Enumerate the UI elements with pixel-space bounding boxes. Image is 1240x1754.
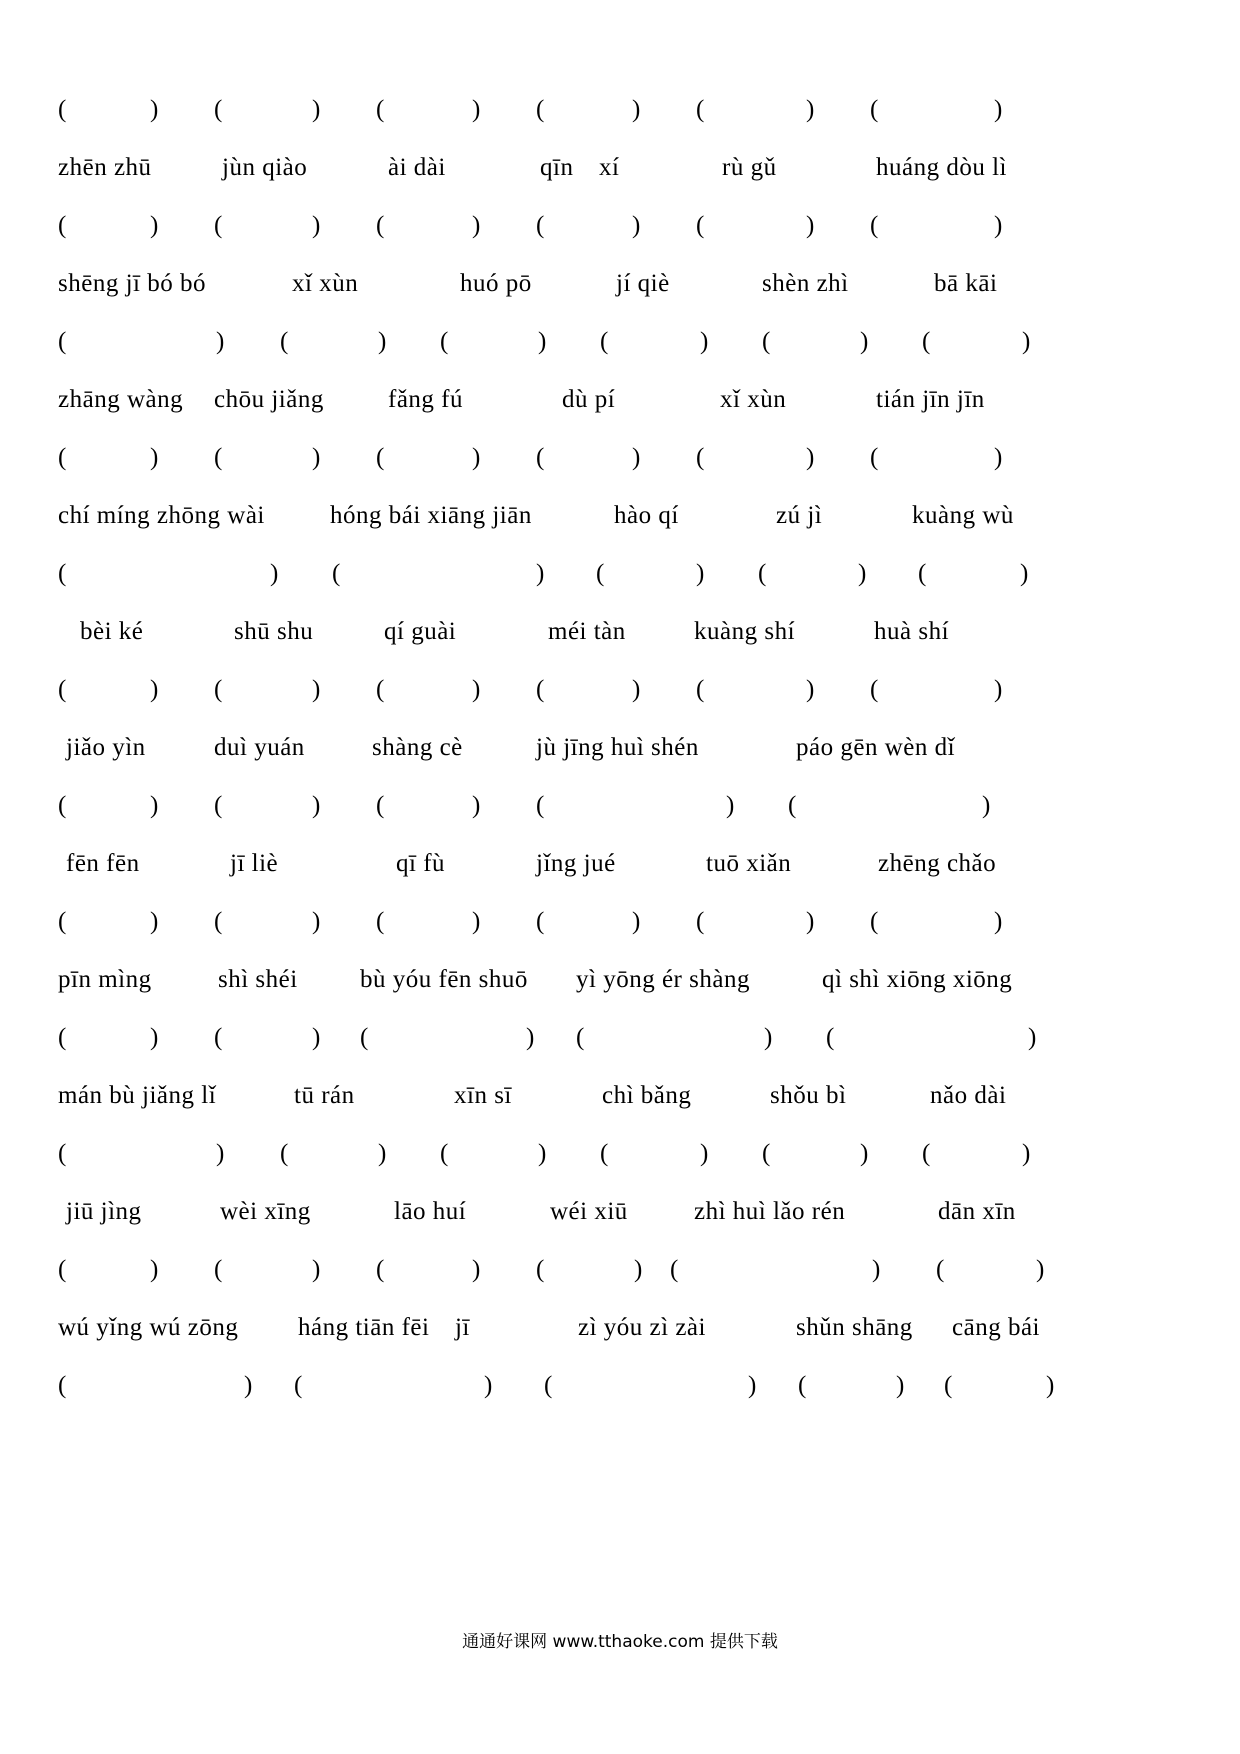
- close-bracket: ): [150, 212, 159, 239]
- pinyin-word: cāng bái: [952, 1314, 1040, 1341]
- pinyin-word: shū shu: [234, 618, 314, 645]
- open-bracket: (: [58, 96, 67, 123]
- pinyin-word: shèn zhì: [762, 270, 849, 297]
- pinyin-word: tū rán: [294, 1082, 355, 1109]
- close-bracket: ): [994, 96, 1003, 123]
- pinyin-row: [0, 1076, 1240, 1116]
- pinyin-word: huà shí: [874, 618, 950, 645]
- open-bracket: (: [696, 212, 705, 239]
- open-bracket: (: [788, 792, 797, 819]
- open-bracket: (: [214, 444, 223, 471]
- open-bracket: (: [826, 1024, 835, 1051]
- close-bracket: ): [632, 444, 641, 471]
- close-bracket: ): [472, 1256, 481, 1283]
- close-bracket: ): [806, 676, 815, 703]
- close-bracket: ): [536, 560, 545, 587]
- pinyin-word: jùn qiào: [222, 154, 308, 181]
- close-bracket: ): [472, 96, 481, 123]
- close-bracket: ): [700, 328, 709, 355]
- pinyin-word: bù yóu fēn shuō: [360, 966, 528, 993]
- open-bracket: (: [944, 1372, 953, 1399]
- open-bracket: (: [58, 1372, 67, 1399]
- close-bracket: ): [312, 1024, 321, 1051]
- pinyin-word: kuàng wù: [912, 502, 1014, 529]
- pinyin-word: shì shéi: [218, 966, 298, 993]
- pinyin-row: [0, 148, 1240, 188]
- pinyin-word: fēn fēn: [66, 850, 140, 877]
- open-bracket: (: [600, 1140, 609, 1167]
- close-bracket: ): [378, 1140, 387, 1167]
- open-bracket: (: [918, 560, 927, 587]
- open-bracket: (: [58, 560, 67, 587]
- open-bracket: (: [376, 444, 385, 471]
- close-bracket: ): [150, 908, 159, 935]
- pinyin-word: jī liè: [230, 850, 279, 877]
- answer-bracket-row: [0, 1250, 1240, 1290]
- pinyin-word: shǒu bì: [770, 1082, 847, 1109]
- open-bracket: (: [922, 328, 931, 355]
- close-bracket: ): [312, 212, 321, 239]
- close-bracket: ): [150, 96, 159, 123]
- close-bracket: ): [858, 560, 867, 587]
- close-bracket: ): [994, 908, 1003, 935]
- answer-bracket-row: [0, 902, 1240, 942]
- close-bracket: ): [150, 676, 159, 703]
- close-bracket: ): [526, 1024, 535, 1051]
- open-bracket: (: [670, 1256, 679, 1283]
- open-bracket: (: [58, 908, 67, 935]
- open-bracket: (: [536, 1256, 545, 1283]
- open-bracket: (: [696, 676, 705, 703]
- pinyin-word: jiū jìng: [66, 1198, 142, 1225]
- open-bracket: (: [376, 908, 385, 935]
- open-bracket: (: [936, 1256, 945, 1283]
- pinyin-word: chì bǎng: [602, 1082, 692, 1109]
- pinyin-word: qì shì xiōng xiōng: [822, 966, 1013, 993]
- answer-bracket-row: [0, 206, 1240, 246]
- answer-bracket-row: [0, 554, 1240, 594]
- close-bracket: ): [472, 444, 481, 471]
- open-bracket: (: [536, 96, 545, 123]
- close-bracket: ): [1046, 1372, 1055, 1399]
- pinyin-word: zì yóu zì zài: [578, 1314, 706, 1341]
- pinyin-row: [0, 496, 1240, 536]
- close-bracket: ): [312, 792, 321, 819]
- open-bracket: (: [58, 792, 67, 819]
- open-bracket: (: [214, 1256, 223, 1283]
- answer-bracket-row: [0, 786, 1240, 826]
- close-bracket: ): [1028, 1024, 1037, 1051]
- open-bracket: (: [536, 444, 545, 471]
- open-bracket: (: [576, 1024, 585, 1051]
- close-bracket: ): [806, 96, 815, 123]
- open-bracket: (: [696, 444, 705, 471]
- pinyin-word: bā kāi: [934, 270, 998, 297]
- open-bracket: (: [762, 328, 771, 355]
- open-bracket: (: [870, 96, 879, 123]
- pinyin-row: [0, 380, 1240, 420]
- pinyin-word: páo gēn wèn dǐ: [796, 734, 956, 761]
- pinyin-word: qīn xí: [540, 154, 620, 181]
- pinyin-word: shàng cè: [372, 734, 463, 761]
- close-bracket: ): [1020, 560, 1029, 587]
- pinyin-word: wèi xīng: [220, 1198, 311, 1225]
- close-bracket: ): [150, 444, 159, 471]
- open-bracket: (: [214, 792, 223, 819]
- close-bracket: ): [806, 444, 815, 471]
- close-bracket: ): [872, 1256, 881, 1283]
- open-bracket: (: [360, 1024, 369, 1051]
- pinyin-word: rù gǔ: [722, 154, 777, 181]
- pinyin-row: [0, 1308, 1240, 1348]
- close-bracket: ): [150, 792, 159, 819]
- close-bracket: ): [632, 908, 641, 935]
- pinyin-word: qī fù: [396, 850, 446, 877]
- open-bracket: (: [696, 908, 705, 935]
- close-bracket: ): [1036, 1256, 1045, 1283]
- close-bracket: ): [472, 908, 481, 935]
- pinyin-word: yì yōng ér shàng: [576, 966, 750, 993]
- close-bracket: ): [312, 444, 321, 471]
- close-bracket: ): [860, 328, 869, 355]
- open-bracket: (: [376, 1256, 385, 1283]
- pinyin-word: pīn mìng: [58, 966, 152, 993]
- close-bracket: ): [150, 1256, 159, 1283]
- open-bracket: (: [376, 212, 385, 239]
- answer-bracket-row: [0, 670, 1240, 710]
- pinyin-word: zhēn zhū: [58, 154, 152, 181]
- close-bracket: ): [632, 96, 641, 123]
- close-bracket: ): [312, 908, 321, 935]
- close-bracket: ): [538, 328, 547, 355]
- close-bracket: ): [312, 676, 321, 703]
- pinyin-word: tuō xiǎn: [706, 850, 792, 877]
- close-bracket: ): [748, 1372, 757, 1399]
- pinyin-word: chí míng zhōng wài: [58, 502, 265, 529]
- close-bracket: ): [270, 560, 279, 587]
- pinyin-word: jù jīng huì shén: [536, 734, 699, 761]
- open-bracket: (: [870, 212, 879, 239]
- answer-bracket-row: [0, 1018, 1240, 1058]
- open-bracket: (: [214, 908, 223, 935]
- pinyin-word: dān xīn: [938, 1198, 1016, 1225]
- open-bracket: (: [870, 908, 879, 935]
- close-bracket: ): [806, 908, 815, 935]
- open-bracket: (: [870, 676, 879, 703]
- open-bracket: (: [600, 328, 609, 355]
- pinyin-word: zhēng chǎo: [878, 850, 997, 877]
- open-bracket: (: [58, 328, 67, 355]
- open-bracket: (: [596, 560, 605, 587]
- pinyin-word: wéi xiū: [550, 1198, 628, 1225]
- open-bracket: (: [280, 328, 289, 355]
- pinyin-word: zhì huì lǎo rén: [694, 1198, 846, 1225]
- open-bracket: (: [536, 676, 545, 703]
- open-bracket: (: [758, 560, 767, 587]
- pinyin-word: zhāng wàng: [58, 386, 184, 413]
- pinyin-word: dù pí: [562, 386, 616, 413]
- answer-bracket-row: [0, 1366, 1240, 1406]
- open-bracket: (: [58, 1024, 67, 1051]
- close-bracket: ): [634, 1256, 643, 1283]
- open-bracket: (: [58, 444, 67, 471]
- pinyin-word: háng tiān fēi jī: [298, 1314, 470, 1341]
- close-bracket: ): [472, 212, 481, 239]
- open-bracket: (: [870, 444, 879, 471]
- open-bracket: (: [536, 908, 545, 935]
- pinyin-row: [0, 844, 1240, 884]
- close-bracket: ): [472, 792, 481, 819]
- open-bracket: (: [440, 328, 449, 355]
- pinyin-word: huó pō: [460, 270, 532, 297]
- pinyin-word: bèi ké: [80, 618, 144, 645]
- pinyin-word: lāo huí: [394, 1198, 467, 1225]
- close-bracket: ): [896, 1372, 905, 1399]
- close-bracket: ): [1022, 1140, 1031, 1167]
- pinyin-word: ài dài: [388, 154, 446, 181]
- pinyin-word: méi tàn: [548, 618, 626, 645]
- open-bracket: (: [376, 792, 385, 819]
- pinyin-word: nǎo dài: [930, 1082, 1007, 1109]
- close-bracket: ): [700, 1140, 709, 1167]
- pinyin-row: [0, 264, 1240, 304]
- pinyin-word: xǐ xùn: [292, 270, 359, 297]
- open-bracket: (: [536, 212, 545, 239]
- close-bracket: ): [538, 1140, 547, 1167]
- open-bracket: (: [294, 1372, 303, 1399]
- close-bracket: ): [764, 1024, 773, 1051]
- open-bracket: (: [280, 1140, 289, 1167]
- close-bracket: ): [312, 96, 321, 123]
- open-bracket: (: [696, 96, 705, 123]
- pinyin-word: shǔn shāng: [796, 1314, 913, 1341]
- open-bracket: (: [214, 676, 223, 703]
- close-bracket: ): [378, 328, 387, 355]
- open-bracket: (: [58, 676, 67, 703]
- footer-credit: 通通好课网 www.tthaoke.com 提供下载: [462, 1632, 778, 1652]
- pinyin-row: [0, 960, 1240, 1000]
- close-bracket: ): [1022, 328, 1031, 355]
- pinyin-row: [0, 612, 1240, 652]
- pinyin-word: jí qiè: [616, 270, 670, 297]
- pinyin-word: qí guài: [384, 618, 457, 645]
- pinyin-word: jiǎo yìn: [66, 734, 146, 761]
- open-bracket: (: [440, 1140, 449, 1167]
- close-bracket: ): [632, 676, 641, 703]
- close-bracket: ): [632, 212, 641, 239]
- answer-bracket-row: [0, 322, 1240, 362]
- close-bracket: ): [150, 1024, 159, 1051]
- pinyin-word: kuàng shí: [694, 618, 796, 645]
- open-bracket: (: [922, 1140, 931, 1167]
- pinyin-word: wú yǐng wú zōng: [58, 1314, 239, 1341]
- open-bracket: (: [798, 1372, 807, 1399]
- open-bracket: (: [376, 96, 385, 123]
- pinyin-word: fǎng fú: [388, 386, 463, 413]
- open-bracket: (: [58, 212, 67, 239]
- open-bracket: (: [544, 1372, 553, 1399]
- close-bracket: ): [994, 676, 1003, 703]
- close-bracket: ): [312, 1256, 321, 1283]
- pinyin-word: xǐ xùn: [720, 386, 787, 413]
- pinyin-word: hào qí: [614, 502, 679, 529]
- close-bracket: ): [244, 1372, 253, 1399]
- answer-bracket-row: [0, 90, 1240, 130]
- close-bracket: ): [472, 676, 481, 703]
- open-bracket: (: [376, 676, 385, 703]
- answer-bracket-row: [0, 438, 1240, 478]
- close-bracket: ): [216, 328, 225, 355]
- open-bracket: (: [332, 560, 341, 587]
- pinyin-row: [0, 728, 1240, 768]
- close-bracket: ): [860, 1140, 869, 1167]
- close-bracket: ): [726, 792, 735, 819]
- open-bracket: (: [214, 96, 223, 123]
- open-bracket: (: [214, 212, 223, 239]
- close-bracket: ): [994, 444, 1003, 471]
- pinyin-row: [0, 1192, 1240, 1232]
- answer-bracket-row: [0, 1134, 1240, 1174]
- close-bracket: ): [994, 212, 1003, 239]
- pinyin-word: hóng bái xiāng jiān: [330, 502, 532, 529]
- pinyin-word: mán bù jiǎng lǐ: [58, 1082, 217, 1109]
- pinyin-word: tián jīn jīn: [876, 386, 985, 413]
- close-bracket: ): [484, 1372, 493, 1399]
- open-bracket: (: [58, 1140, 67, 1167]
- open-bracket: (: [762, 1140, 771, 1167]
- pinyin-word: duì yuán: [214, 734, 305, 761]
- pinyin-word: huáng dòu lì: [876, 154, 1007, 181]
- close-bracket: ): [216, 1140, 225, 1167]
- pinyin-word: zú jì: [776, 502, 823, 529]
- close-bracket: ): [806, 212, 815, 239]
- pinyin-word: xīn sī: [454, 1082, 512, 1109]
- close-bracket: ): [696, 560, 705, 587]
- open-bracket: (: [214, 1024, 223, 1051]
- pinyin-word: chōu jiǎng: [214, 386, 324, 413]
- close-bracket: ): [982, 792, 991, 819]
- pinyin-word: shēng jī bó bó: [58, 270, 206, 297]
- pinyin-word: jǐng jué: [536, 850, 616, 877]
- open-bracket: (: [58, 1256, 67, 1283]
- open-bracket: (: [536, 792, 545, 819]
